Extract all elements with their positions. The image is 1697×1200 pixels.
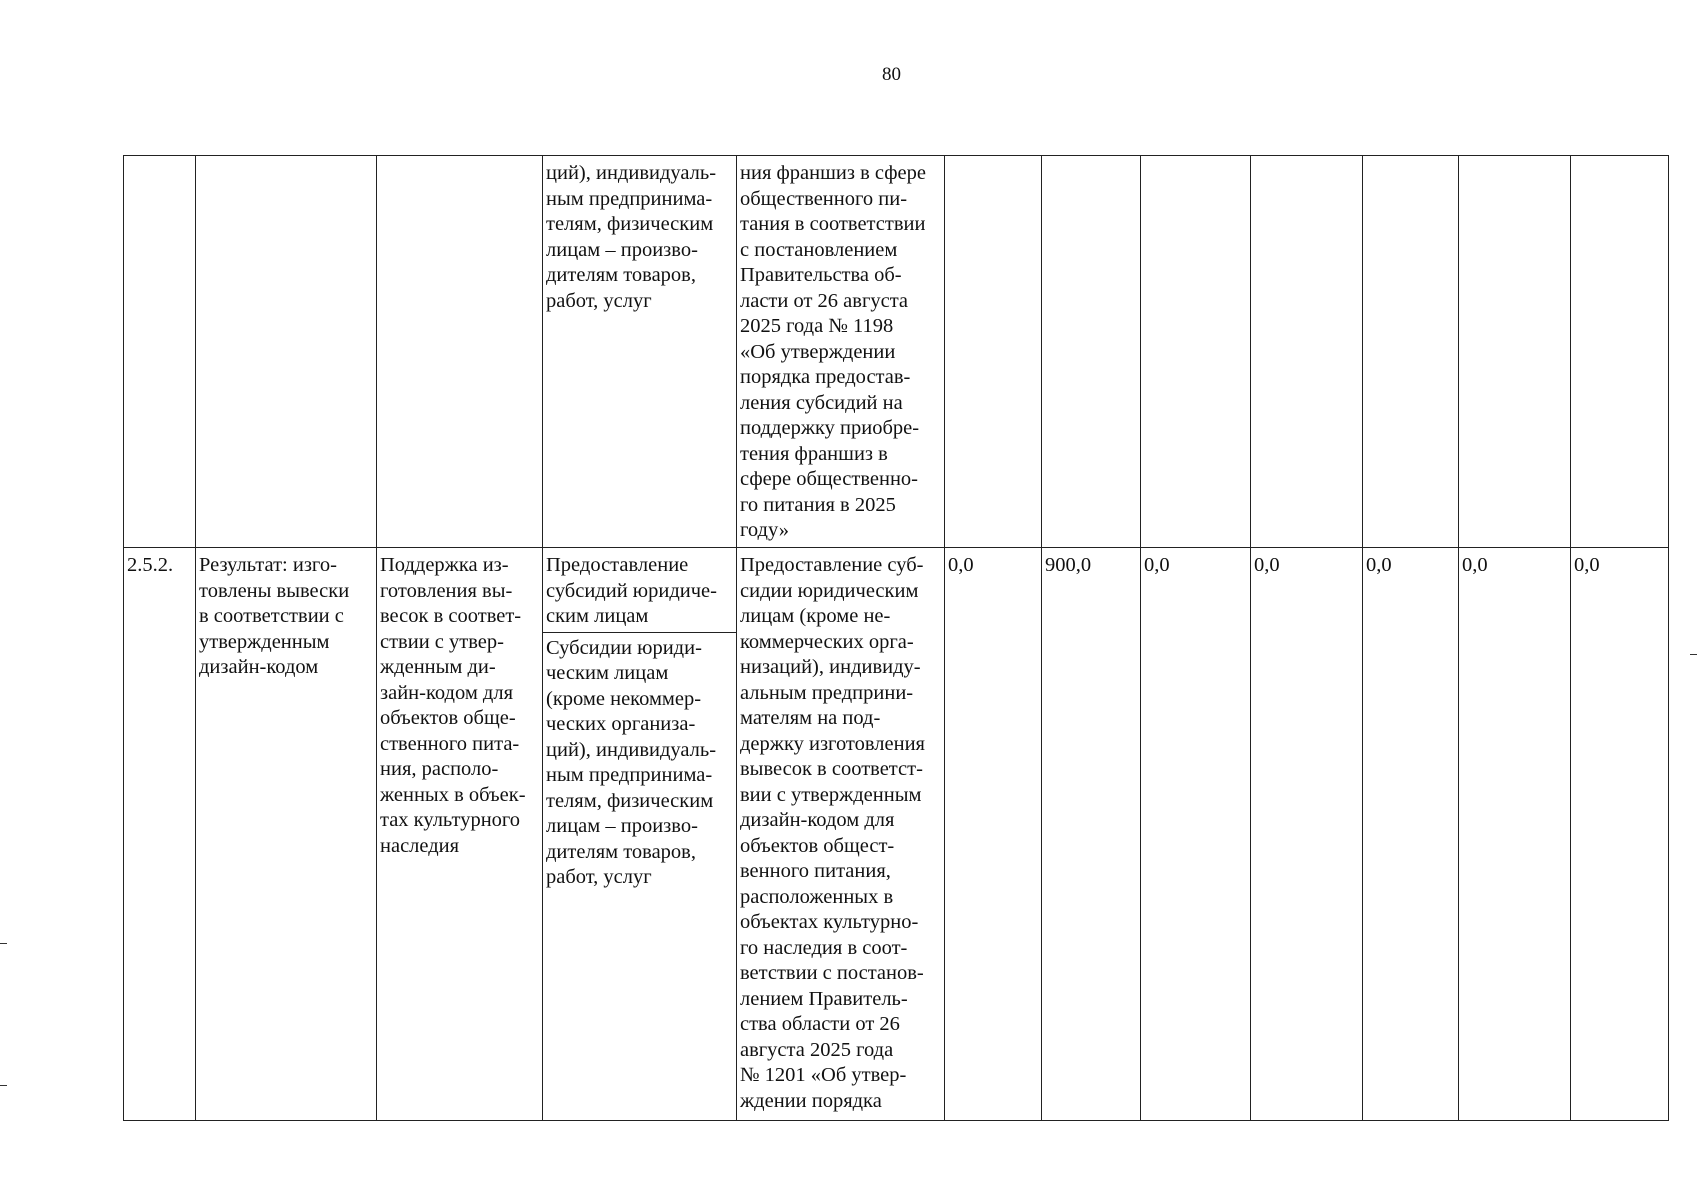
- text-line: дизайн-кодом: [199, 656, 319, 678]
- scan-mark: [1690, 654, 1697, 655]
- table-row-2-5-2: [124, 548, 1669, 1121]
- text-line: вии с утвержденным: [740, 783, 922, 806]
- text-line: сидии юридическим: [740, 579, 919, 602]
- table-row-continued: [124, 156, 1669, 548]
- text-line: вывесок в соответст-: [740, 758, 923, 780]
- text-line: сфере общественно-: [740, 468, 919, 490]
- text-line: объектов общест-: [740, 834, 895, 857]
- text-line: ласти от 26 августа: [740, 289, 909, 312]
- instrument-detail: [546, 633, 733, 891]
- cell-description: [737, 156, 945, 548]
- text-line: мателям на под-: [740, 707, 881, 729]
- text-line: ций), индивидуаль-: [546, 162, 717, 184]
- text-line: ства области от 26: [740, 1013, 900, 1035]
- instrument-heading: [543, 553, 736, 633]
- cell-value: 0,0: [1363, 548, 1459, 1121]
- text-line: лицам – произво-: [546, 815, 698, 837]
- text-line: Результат: изго-: [199, 554, 337, 576]
- text-line: дителям товаров,: [546, 264, 696, 286]
- text-line: ским лицам: [546, 605, 649, 627]
- text-line: лицам – произво-: [546, 238, 698, 261]
- cell-value: [1141, 156, 1251, 548]
- text-line: общественного пи-: [740, 187, 908, 210]
- page-number: 80: [882, 64, 901, 85]
- text-line: зайн-кодом для: [380, 681, 514, 704]
- text-line: ным предпринима-: [546, 764, 713, 786]
- text-line: утвержденным: [199, 630, 330, 653]
- cell-value: 0,0: [945, 548, 1042, 1121]
- text-line: го питания в 2025: [740, 493, 896, 516]
- text-line: коммерческих орга-: [740, 630, 914, 653]
- text-line: «Об утверждении: [740, 340, 896, 363]
- text-line: с постановлением: [740, 238, 898, 261]
- cell-value: [1251, 156, 1363, 548]
- text-line: ций), индивидуаль-: [546, 738, 717, 761]
- text-line: ления субсидий на: [740, 391, 903, 414]
- text-line: Поддержка из-: [380, 554, 509, 576]
- cell-description: [737, 548, 945, 1121]
- cell-value: 0,0: [1571, 548, 1669, 1121]
- cell-result: [196, 548, 377, 1121]
- program-table: [123, 155, 1669, 1121]
- text-line: субсидий юридиче-: [546, 579, 717, 602]
- text-line: ветствии с постанов-: [740, 962, 924, 984]
- cell-number: [124, 156, 196, 548]
- text-line: ствии с утвер-: [380, 630, 504, 653]
- scan-mark: [0, 1085, 7, 1086]
- text-line: го наследия в соот-: [740, 936, 908, 959]
- text-line: году»: [740, 519, 789, 541]
- text-line: 2025 года № 1198: [740, 315, 894, 337]
- text-line: готовления вы-: [380, 579, 513, 602]
- text-line: товлены вывески: [199, 579, 350, 602]
- cell-value: [1042, 156, 1141, 548]
- text-line: Предоставление суб-: [740, 554, 924, 576]
- text-line: ческим лицам: [546, 662, 669, 684]
- text-line: жденным ди-: [380, 656, 496, 678]
- text-line: ния, располо-: [380, 758, 499, 780]
- text-line: держку изготовления: [740, 732, 925, 755]
- text-line: лением Правитель-: [740, 987, 908, 1010]
- text-line: ственного пита-: [380, 732, 520, 755]
- text-line: ческих организа-: [546, 713, 696, 735]
- cell-value: 0,0: [1251, 548, 1363, 1121]
- cell-value: 0,0: [1141, 548, 1251, 1121]
- text-line: Правительства об-: [740, 264, 902, 286]
- cell-instrument: [543, 156, 737, 548]
- text-line: объектов обще-: [380, 707, 516, 729]
- cell-value: [1571, 156, 1669, 548]
- cell-measure: [377, 548, 543, 1121]
- text-line: поддержку приобре-: [740, 417, 920, 439]
- text-line: работ, услуг: [546, 866, 652, 888]
- cell-measure: [377, 156, 543, 548]
- cell-value: [1363, 156, 1459, 548]
- cell-value: 900,0: [1042, 548, 1141, 1121]
- text-line: тения франшиз в: [740, 442, 888, 465]
- scan-mark: [0, 943, 7, 944]
- text-line: телям, физическим: [546, 213, 714, 235]
- text-line: альным предприни-: [740, 681, 914, 704]
- text-line: Предоставление: [546, 554, 689, 576]
- text-line: порядка предостав-: [740, 366, 911, 388]
- text-line: наследия: [380, 834, 460, 857]
- text-line: ждении порядка: [740, 1089, 882, 1112]
- text-line: венного питания,: [740, 860, 891, 882]
- text-line: расположенных в: [740, 885, 894, 908]
- text-line: весок в соответ-: [380, 605, 522, 627]
- text-line: в соответствии с: [199, 605, 344, 627]
- text-line: дителям товаров,: [546, 840, 696, 863]
- text-line: (кроме некоммер-: [546, 687, 702, 710]
- text-line: женных в объек-: [380, 783, 526, 806]
- cell-result: [196, 156, 377, 548]
- cell-value: [1459, 156, 1571, 548]
- cell-value: [945, 156, 1042, 548]
- text-line: лицам (кроме не-: [740, 605, 891, 627]
- text-line: августа 2025 года: [740, 1038, 894, 1061]
- text-line: тания в соответствии: [740, 213, 926, 235]
- text-line: телям, физическим: [546, 789, 714, 812]
- text-line: работ, услуг: [546, 289, 652, 312]
- text-line: Субсидии юриди-: [546, 636, 702, 659]
- text-line: ния франшиз в сфере: [740, 162, 926, 184]
- text-line: низаций), индивиду-: [740, 656, 921, 678]
- text-line: ным предпринима-: [546, 187, 713, 210]
- text-line: № 1201 «Об утвер-: [740, 1064, 907, 1086]
- cell-value: 0,0: [1459, 548, 1571, 1121]
- cell-number: 2.5.2.: [124, 548, 196, 1121]
- text-line: тах культурного: [380, 809, 521, 831]
- cell-instrument: [543, 548, 737, 1121]
- text-line: дизайн-кодом для: [740, 809, 895, 831]
- text-line: объектах культурно-: [740, 911, 919, 933]
